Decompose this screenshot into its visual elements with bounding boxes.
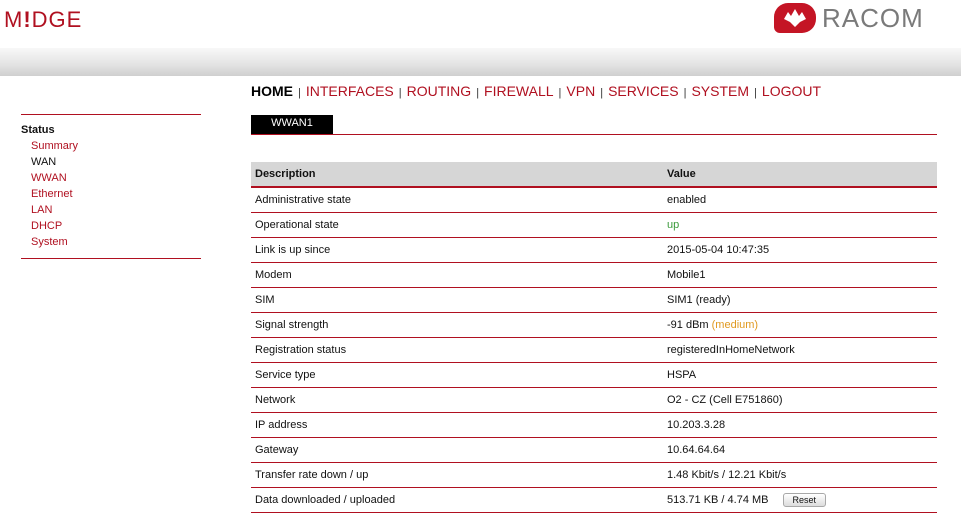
- data-transfer-value: 513.71 KB / 4.74 MB: [667, 493, 769, 506]
- row-value: Mobile1: [667, 263, 937, 288]
- nav-firewall[interactable]: FIREWALL: [484, 83, 554, 99]
- sidebar-bottom-divider: [21, 258, 201, 259]
- table-row: [251, 488, 937, 513]
- row-value: enabled: [667, 187, 937, 213]
- nav-services[interactable]: SERVICES: [608, 83, 679, 99]
- row-value: O2 - CZ (Cell E751860): [667, 388, 937, 413]
- row-description: Modem: [251, 263, 667, 288]
- nav-system[interactable]: SYSTEM: [691, 83, 750, 99]
- nav-logout[interactable]: LOGOUT: [761, 83, 822, 99]
- sidebar-item-summary[interactable]: Summary: [31, 140, 79, 152]
- sidebar-top-divider: [21, 114, 201, 115]
- header-description: Description: [251, 162, 667, 187]
- row-description: IP address: [251, 413, 667, 438]
- table-row: [251, 413, 937, 438]
- operational-state-value: up: [667, 213, 937, 238]
- midge-logo: M!DGE: [4, 7, 83, 32]
- row-description: Operational state: [251, 213, 667, 238]
- row-description: SIM: [251, 288, 667, 313]
- sidebar-item-lan[interactable]: LAN: [31, 204, 53, 216]
- row-description: Link is up since: [251, 238, 667, 263]
- table-row: [251, 187, 937, 213]
- reset-button[interactable]: Reset: [783, 493, 827, 507]
- row-description: Transfer rate down / up: [251, 463, 667, 488]
- table-row: [251, 388, 937, 413]
- row-value: 1.48 Kbit/s / 12.21 Kbit/s: [667, 463, 937, 488]
- signal-quality-label: (medium): [711, 319, 759, 331]
- table-row: [251, 313, 937, 338]
- top-navigation: [251, 83, 821, 99]
- table-row: [251, 363, 937, 388]
- nav-routing[interactable]: ROUTING: [406, 83, 472, 99]
- sidebar-item-wan[interactable]: WAN: [31, 156, 57, 168]
- row-description: Network: [251, 388, 667, 413]
- nav-separator: |: [754, 87, 757, 99]
- row-value: HSPA: [667, 363, 937, 388]
- nav-separator: |: [600, 87, 604, 99]
- sidebar-item-wwan[interactable]: WWAN: [31, 172, 67, 184]
- nav-separator: |: [476, 87, 480, 99]
- row-value: 10.203.3.28: [667, 413, 937, 438]
- header-band: [0, 48, 961, 76]
- table-row: [251, 288, 937, 313]
- table-row: [251, 238, 937, 263]
- row-description: Registration status: [251, 338, 667, 363]
- nav-home[interactable]: HOME: [251, 83, 293, 99]
- racom-logo: RACOM: [774, 2, 924, 34]
- table-row: [251, 213, 937, 238]
- row-description: Gateway: [251, 438, 667, 463]
- table-header-row: [251, 162, 937, 187]
- signal-strength-cell: [667, 313, 937, 338]
- nav-separator: |: [558, 87, 562, 99]
- nav-vpn[interactable]: VPN: [566, 83, 596, 99]
- nav-separator: |: [398, 87, 402, 99]
- row-description: Signal strength: [251, 313, 667, 338]
- header-value: Value: [667, 162, 937, 187]
- sidebar-item-dhcp[interactable]: DHCP: [31, 220, 63, 232]
- table-row: [251, 263, 937, 288]
- row-value: 10.64.64.64: [667, 438, 937, 463]
- wwan-status-table: [251, 162, 937, 513]
- nav-interfaces[interactable]: INTERFACES: [305, 83, 394, 99]
- nav-separator: |: [298, 87, 301, 99]
- table-row: [251, 438, 937, 463]
- row-value: registeredInHomeNetwork: [667, 338, 937, 363]
- row-description: Service type: [251, 363, 667, 388]
- header: [0, 0, 961, 76]
- subtab-bar: [251, 115, 937, 135]
- signal-strength-value: -91 dBm: [667, 319, 709, 331]
- row-value: 2015-05-04 10:47:35: [667, 238, 937, 263]
- sidebar: [21, 114, 201, 259]
- table-row: [251, 463, 937, 488]
- data-transfer-cell: [667, 488, 937, 513]
- row-description: Administrative state: [251, 187, 667, 213]
- sidebar-item-ethernet[interactable]: Ethernet: [31, 188, 73, 200]
- sidebar-title: Status: [21, 124, 55, 136]
- sidebar-item-system[interactable]: System: [31, 236, 68, 248]
- row-description: Data downloaded / uploaded: [251, 488, 667, 513]
- racom-leaf-icon: [774, 3, 816, 33]
- tab-wwan1[interactable]: WWAN1: [251, 115, 333, 134]
- row-value: SIM1 (ready): [667, 288, 937, 313]
- table-row: [251, 338, 937, 363]
- nav-separator: |: [683, 87, 687, 99]
